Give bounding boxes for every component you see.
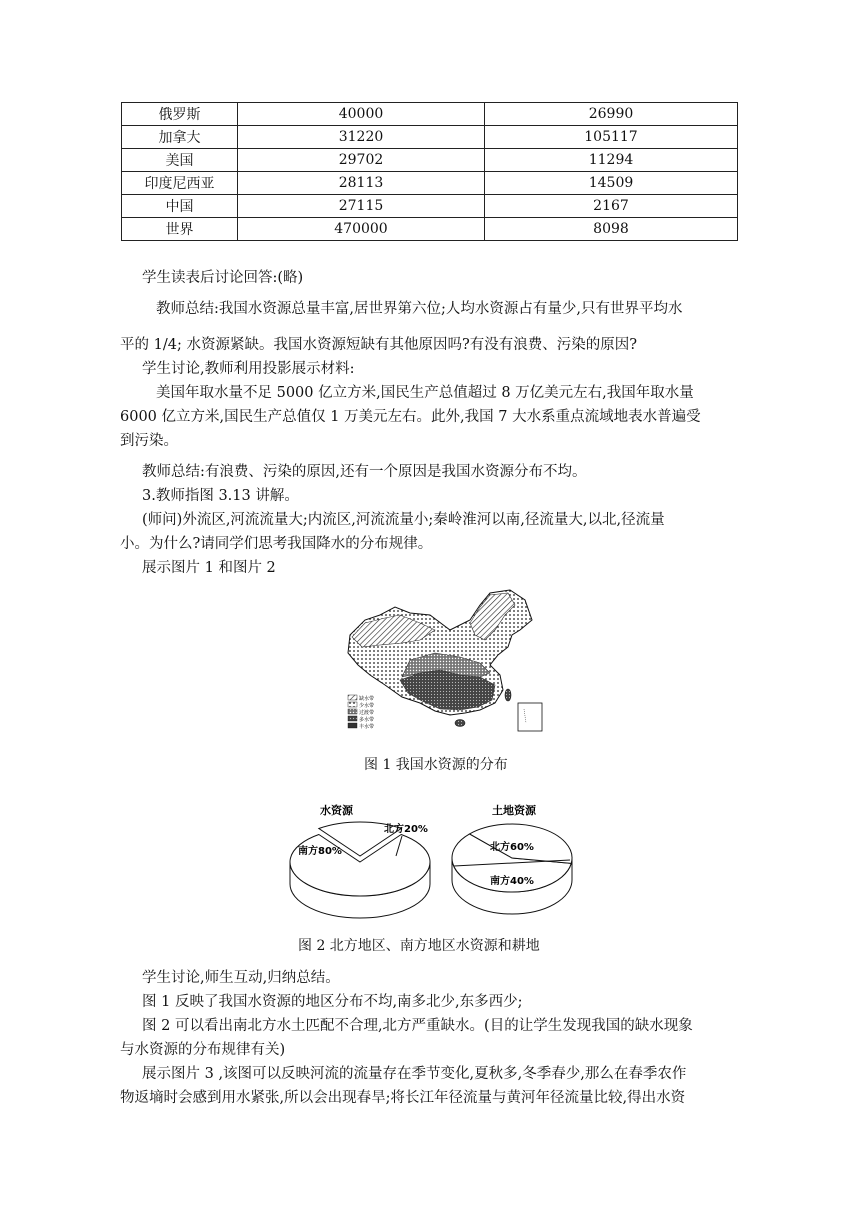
figure-caption: 图 1 我国水资源的分布 [364, 757, 508, 773]
table-cell: 美国 [122, 149, 238, 172]
table-cell: 470000 [238, 218, 485, 241]
paragraph: 小。为什么?请同学们思考我国降水的分布规律。 [120, 536, 433, 552]
paragraph: 物返墒时会感到用水紧张,所以会出现春旱;将长江年径流量与黄河年径流量比较,得出水资 [120, 1090, 686, 1106]
pie-label: 北方60% [490, 842, 534, 853]
table-cell: 2167 [485, 195, 738, 218]
paragraph: (师问)外流区,河流流量大;内流区,河流流量小;秦岭淮河以南,径流量大,以北,径流量 [142, 512, 665, 528]
paragraph: 学生读表后讨论回答:(略) [142, 270, 304, 286]
pie-title: 土地资源 [492, 804, 536, 817]
paragraph: 到污染。 [120, 433, 178, 449]
pie-chart [452, 803, 572, 914]
table-cell: 14509 [485, 172, 738, 195]
paragraph: 展示图片 1 和图片 2 [142, 560, 276, 576]
paragraph: 图 1 反映了我国水资源的地区分布不均,南多北少,东多西少; [142, 994, 523, 1010]
table-row [122, 126, 738, 149]
legend-label: 少水带 [359, 703, 375, 709]
pie-charts-figure [282, 800, 582, 922]
table-cell: 27115 [238, 195, 485, 218]
table-row [122, 195, 738, 218]
paragraph: 展示图片 3 ,该图可以反映河流的流量存在季节变化,夏秋多,冬季春少,那么在春季农作 [142, 1066, 687, 1082]
paragraph: 美国年取水量不足 5000 亿立方米,国民生产总值超过 8 万亿美元左右,我国年取水量 [156, 385, 694, 401]
paragraph: 6000 亿立方米,国民生产总值仅 1 万美元左右。此外,我国 7 大水系重点流域地表水普遍受 [120, 409, 701, 425]
table-cell: 28113 [238, 172, 485, 195]
paragraph: 教师总结:我国水资源总量丰富,居世界第六位;人均水资源占有量少,只有世界平均水 [156, 301, 683, 317]
table-cell: 11294 [485, 149, 738, 172]
table-row [122, 172, 738, 195]
water-resources-table [121, 102, 738, 241]
table-cell: 世界 [122, 218, 238, 241]
table-cell: 26990 [485, 103, 738, 126]
figure-caption: 图 2 北方地区、南方地区水资源和耕地 [298, 938, 540, 954]
paragraph: 学生讨论,教师利用投影展示材料: [142, 361, 355, 377]
legend-label: 多水带 [359, 717, 375, 723]
pie-label: 北方20% [384, 824, 428, 835]
pie-chart [290, 803, 430, 918]
table-cell: 105117 [485, 126, 738, 149]
table-cell: 31220 [238, 126, 485, 149]
table-cell: 8098 [485, 218, 738, 241]
pie-title: 水资源 [320, 804, 353, 817]
legend-label: 缺水带 [359, 696, 375, 702]
paragraph: 3.教师指图 3.13 讲解。 [142, 488, 299, 504]
paragraph: 教师总结:有浪费、污染的原因,还有一个原因是我国水资源分布不均。 [142, 464, 587, 480]
table-cell: 中国 [122, 195, 238, 218]
legend-label: 过渡带 [359, 710, 375, 716]
china-water-map [340, 585, 550, 735]
table-cell: 40000 [238, 103, 485, 126]
paragraph: 图 2 可以看出南北方水土匹配不合理,北方严重缺水。(目的让学生发现我国的缺水现象 [142, 1018, 693, 1034]
pie-label: 南方80% [298, 846, 342, 857]
table-row [122, 103, 738, 126]
paragraph: 与水资源的分布规律有关) [120, 1042, 286, 1058]
table-row [122, 149, 738, 172]
table-row [122, 218, 738, 241]
table-cell: 加拿大 [122, 126, 238, 149]
table-cell: 印度尼西亚 [122, 172, 238, 195]
table-cell: 29702 [238, 149, 485, 172]
pie-label: 南方40% [490, 876, 534, 887]
legend-label: 丰水带 [359, 724, 375, 730]
paragraph: 平的 1/4; 水资源紧缺。我国水资源短缺有其他原因吗?有没有浪费、污染的原因? [120, 337, 637, 353]
map-legend [348, 695, 374, 730]
paragraph: 学生讨论,师生互动,归纳总结。 [142, 970, 340, 986]
table-cell: 俄罗斯 [122, 103, 238, 126]
